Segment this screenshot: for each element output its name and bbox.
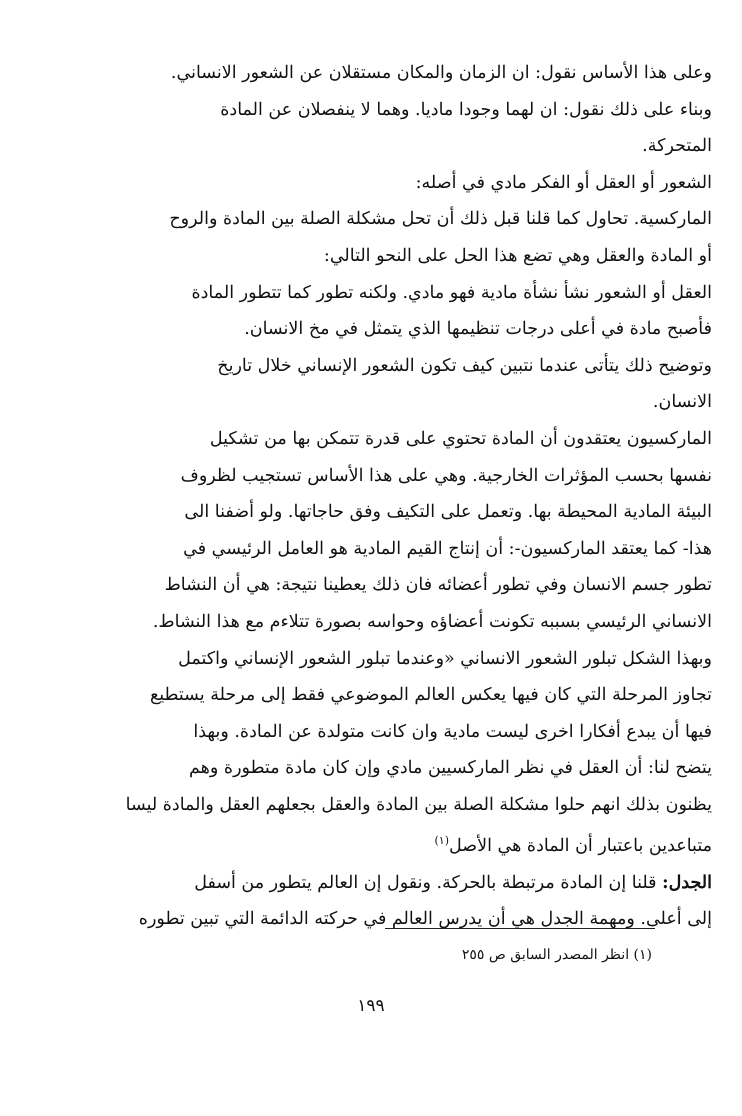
text-line: الماركسية. تحاول كما قلنا قبل ذلك أن تحل مشكلة الصلة بين المادة والروح <box>169 209 712 230</box>
text-line: المتحركة. <box>642 136 712 157</box>
text-line: يظنون بذلك انهم حلوا مشكلة الصلة بين المادة والعقل بجعلهم العقل والمادة ليسا <box>125 794 712 815</box>
jadal-paragraph-line <box>100 865 712 902</box>
page-number: ١٩٩ <box>357 996 385 1016</box>
text-line-content: متباعدين باعتبار أن المادة هي الأصل <box>449 836 712 857</box>
text-line: فأصبح مادة في أعلى درجات تنظيمها الذي يتمثل في مخ الانسان. <box>244 319 712 340</box>
text-line: تطور جسم الانسان وفي تطور أعضائه فان ذلك يعطينا نتيجة: هي أن النشاط <box>164 575 712 596</box>
section-heading: الشعور أو العقل أو الفكر مادي في أصله: <box>415 172 712 193</box>
text-line: البيئة المادية المحيطة بها. وتعمل على التكيف وفق حاجاتها. ولو أضفنا الى <box>184 502 712 523</box>
text-line: الماركسيون يعتقدون أن المادة تحتوي على قدرة تتمكن بها من تشكيل <box>209 428 712 449</box>
footnote: (١) انظر المصدر السابق ص ٢٥٥ <box>461 947 652 963</box>
text-line: وعلى هذا الأساس نقول: ان الزمان والمكان مستقلان عن الشعور الانساني. <box>170 63 712 83</box>
text-line: هذا- كما يعتقد الماركسيون-: أن إنتاج القيم المادية هو العامل الرئيسي في <box>183 538 712 559</box>
text-line: إلى أعلى. ومهمة الجدل هي أن يدرس العالم في حركته الدائمة التي تبين تطوره <box>138 909 712 930</box>
footnote-separator <box>385 928 655 929</box>
text-line: وبهذا الشكل تبلور الشعور الانساني «وعندما تبلور الشعور الإنساني واكتمل <box>178 648 712 669</box>
jadal-label: الجدل: <box>662 872 712 893</box>
text-line: وبناء على ذلك نقول: ان لهما وجودا ماديا. وهما لا ينفصلان عن المادة <box>220 99 712 120</box>
jadal-text: قلنا إن المادة مرتبطة بالحركة. ونقول إن العالم يتطور من أسفل <box>194 872 657 893</box>
footnote-reference: (١) <box>434 834 450 848</box>
text-line: وتوضيح ذلك يتأتى عندما نتبين كيف تكون الشعور الإنساني خلال تاريخ <box>217 355 712 376</box>
text-line: الانسان. <box>652 392 712 413</box>
text-line: أو المادة والعقل وهي تضع هذا الحل على النحو التالي: <box>323 245 712 266</box>
text-line: الانساني الرئيسي بسببه تكونت أعضاؤه وحواسه بصورة تتلاءم مع هذا النشاط. <box>152 611 712 632</box>
text-line: نفسها بحسب المؤثرات الخارجية. وهي على هذا الأساس تستجيب لظروف <box>180 465 712 486</box>
page-body <box>100 55 712 938</box>
text-line: تجاوز المرحلة التي كان فيها يعكس العالم الموضوعي فقط إلى مرحلة يستطيع <box>149 685 712 706</box>
text-line: فيها أن يبدع أفكارا اخرى ليست مادية وان كانت متولدة عن المادة. وبهذا <box>193 721 712 742</box>
text-line <box>100 823 712 864</box>
text-line: يتضح لنا: أن العقل في نظر الماركسيين مادي وإن كان مادة متطورة وهم <box>189 758 712 779</box>
text-line: العقل أو الشعور نشأ نشأة مادية فهو مادي. ولكنه تطور كما تتطور المادة <box>191 282 712 303</box>
